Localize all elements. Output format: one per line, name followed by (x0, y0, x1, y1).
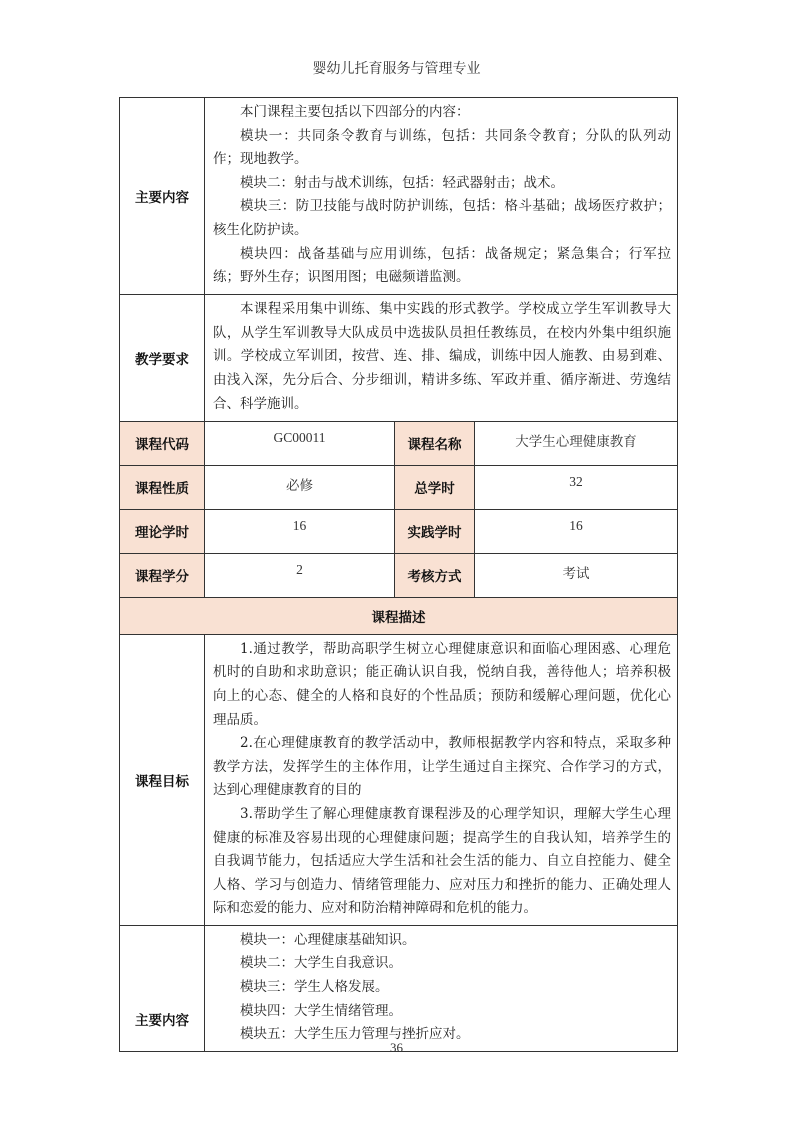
teaching-requirement-text: 本课程采用集中训练、集中实践的形式教学。学校成立学生军训教导大队，从学生军训教导大队成员中选拔队员担任教练员，在校内外集中组织施训。学校成立军训团，按营、连、排、编成，训练中因人施教、由易到难、由浅入深，先分后合、分步细训，精讲多练、军政并重、循序渐进、劳逸结合、科学施训。 (213, 301, 671, 412)
page-number: 36 (390, 1040, 403, 1055)
course-name-label: 课程名称 (395, 421, 475, 465)
main-content-cell (205, 98, 678, 295)
course-goals-cell (205, 634, 678, 925)
modules-cell (205, 925, 678, 1051)
assessment-label: 考核方式 (395, 553, 475, 597)
practice-hours-value: 16 (475, 509, 678, 553)
goal-item: 2.在心理健康教育的教学活动中，教师根据教学内容和特点，采取多种教学方法，发挥学生的主体作用，让学生通过自主探究、合作学习的方式，达到心理健康教育的目的 (213, 735, 671, 799)
theory-hours-label: 理论学时 (120, 509, 205, 553)
theory-hours-value: 16 (205, 509, 395, 553)
module-item: 模块二：大学生自我意识。 (240, 955, 402, 972)
course-goals-label: 课程目标 (120, 634, 205, 925)
credits-label: 课程学分 (120, 553, 205, 597)
total-hours-label: 总学时 (395, 465, 475, 509)
content-line: 本门课程主要包括以下四部分的内容： (240, 104, 470, 120)
module-item: 模块四：大学生情绪管理。 (240, 1002, 402, 1019)
module-item: 模块一：心理健康基础知识。 (240, 931, 416, 948)
course-description-title: 课程描述 (120, 597, 678, 634)
main-content-label-2 (120, 925, 205, 1051)
main-content-label-2-text: 主要内容 (135, 1012, 189, 1029)
course-nature-label: 课程性质 (120, 465, 205, 509)
goal-item: 3.帮助学生了解心理健康教育课程涉及的心理学知识，理解大学生心理健康的标准及容易出现的心理健康问题；提高学生的自我认知，培养学生的自我调节能力，包括适应大学生活和社会生活的能力、自立自控能力、健全人格、学习与创造力、情绪管理能力、应对压力和挫折的能力、正确处理人际和恋爱的能力、应对和防治精神障碍和危机的能力。 (213, 805, 671, 917)
content-line: 模块四：战备基础与应用训练，包括：战备规定；紧急集合；行军拉练；野外生存；识图用图；电磁频谱监测。 (213, 245, 671, 286)
content-line: 模块二：射击与战术训练，包括：轻武器射击；战术。 (240, 174, 564, 191)
course-code-label: 课程代码 (120, 421, 205, 465)
module-item: 模块三：学生人格发展。 (240, 979, 389, 996)
page-header: 婴幼儿托育服务与管理专业 (312, 61, 481, 77)
assessment-value: 考试 (475, 553, 678, 597)
main-content-label: 主要内容 (120, 98, 205, 295)
content-line: 模块一：共同条令教育与训练，包括：共同条令教育；分队的队列动作；现地教学。 (213, 127, 671, 168)
credits-value: 2 (205, 553, 395, 597)
practice-hours-label: 实践学时 (395, 509, 475, 553)
total-hours-value: 32 (475, 465, 678, 509)
course-table (119, 97, 678, 1052)
course-code-value: GC00011 (205, 421, 395, 465)
module-item: 模块五：大学生压力管理与挫折应对。 (240, 1026, 470, 1043)
teaching-requirement-cell (205, 294, 678, 421)
content-line: 模块三：防卫技能与战时防护训练，包括：格斗基础；战场医疗救护；核生化防护读。 (213, 198, 671, 238)
teaching-requirement-label: 教学要求 (120, 294, 205, 421)
goal-item: 1.通过教学，帮助高职学生树立心理健康意识和面临心理困惑、心理危机时的自助和求助意识；能正确认识自我，悦纳自我，善待他人；培养积极向上的心态、健全的人格和良好的个性品质；预防和缓解心理问题，优化心理品质。 (213, 640, 671, 728)
course-name-value: 大学生心理健康教育 (475, 421, 678, 465)
course-nature-value: 必修 (205, 465, 395, 509)
